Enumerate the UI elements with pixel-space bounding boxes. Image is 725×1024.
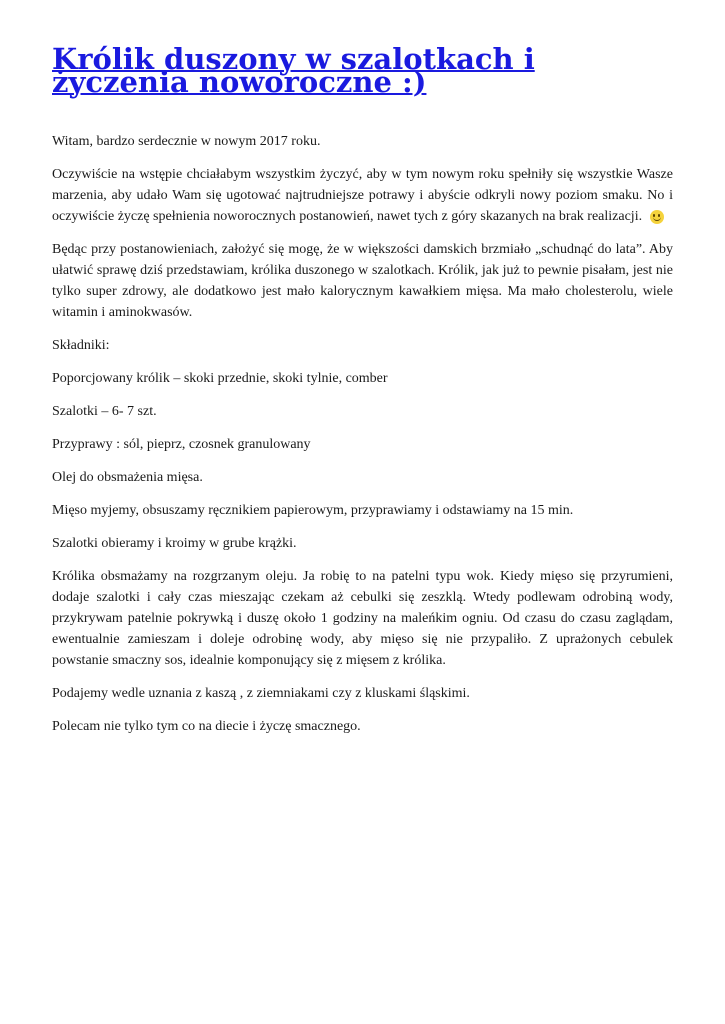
ingredient-shallots: Szalotki – 6- 7 szt. [52, 404, 157, 419]
step-prepare-meat: Mięso myjemy, obsuszamy ręcznikiem papierowym, przyprawiamy i odstawiamy na 15 min. [52, 503, 574, 518]
ingredient-spices: Przyprawy : sól, pieprz, czosnek granulowany [52, 437, 311, 452]
step-shallots: Szalotki obieramy i kroimy w grube krążki. [52, 536, 297, 551]
article-body [52, 131, 673, 737]
article [52, 42, 673, 749]
ingredient-rabbit: Poporcjowany królik – skoki przednie, skoki tylnie, comber [52, 371, 388, 386]
paragraph-wishes [52, 164, 673, 227]
smiley-icon [650, 210, 664, 224]
serving-suggestion: Podajemy wedle uznania z kaszą , z ziemniakami czy z kluskami śląskimi. [52, 686, 470, 701]
paragraph-resolutions: Będąc przy postanowieniach, założyć się mogę, że w większości damskich brzmiało „schudnąć do lata”. Aby ułatwić sprawę dziś przedstawiam, królika duszonego w szalotkach. Królik, jak już to pewnie pisałam, jest nie tylko super zdrowy, ale dodatkowo jest mało kalorycznym kawałkiem mięsa. Ma mało cholesterolu, wiele witamin i aminokwasów. [52, 242, 673, 320]
ingredients-heading: Składniki: [52, 338, 110, 353]
closing-remark: Polecam nie tylko tym co na diecie i życzę smacznego. [52, 719, 361, 734]
paragraph-wishes-text: Oczywiście na wstępie chciałabym wszystkim życzyć, aby w tym nowym roku spełniły się wszystkie Wasze marzenia, aby udało Wam się ugotować najtrudniejsze potrawy i abyście odkryli nowy poziom smaku. No i oczywiście życzę spełnienia noworocznych postanowień, nawet tych z góry skazanych na brak realizacji. [52, 167, 673, 224]
paragraph-greeting: Witam, bardzo serdecznie w nowym 2017 roku. [52, 134, 321, 149]
article-title-link[interactable]: Królik duszony w szalotkach i życzenia noworoczne :) [52, 42, 535, 99]
ingredient-oil: Olej do obsmażenia mięsa. [52, 470, 203, 485]
step-cooking: Królika obsmażamy na rozgrzanym oleju. Ja robię to na patelni typu wok. Kiedy mięso się przyrumieni, dodaje szalotki i cały czas mieszając czekam aż cebulki się zeszklą. Wtedy podlewam odrobiną wody, przykrywam patelnie pokrywką i duszę około 1 godziny na maleńkim ogniu. Od czasu do czasu zaglądam, ewentualnie zamieszam i doleje odrobinę wody, aby mięso się nie przypaliło. Z uprażonych cebulek powstanie smaczny sos, idealnie komponujący się z mięsem z królika. [52, 569, 673, 668]
